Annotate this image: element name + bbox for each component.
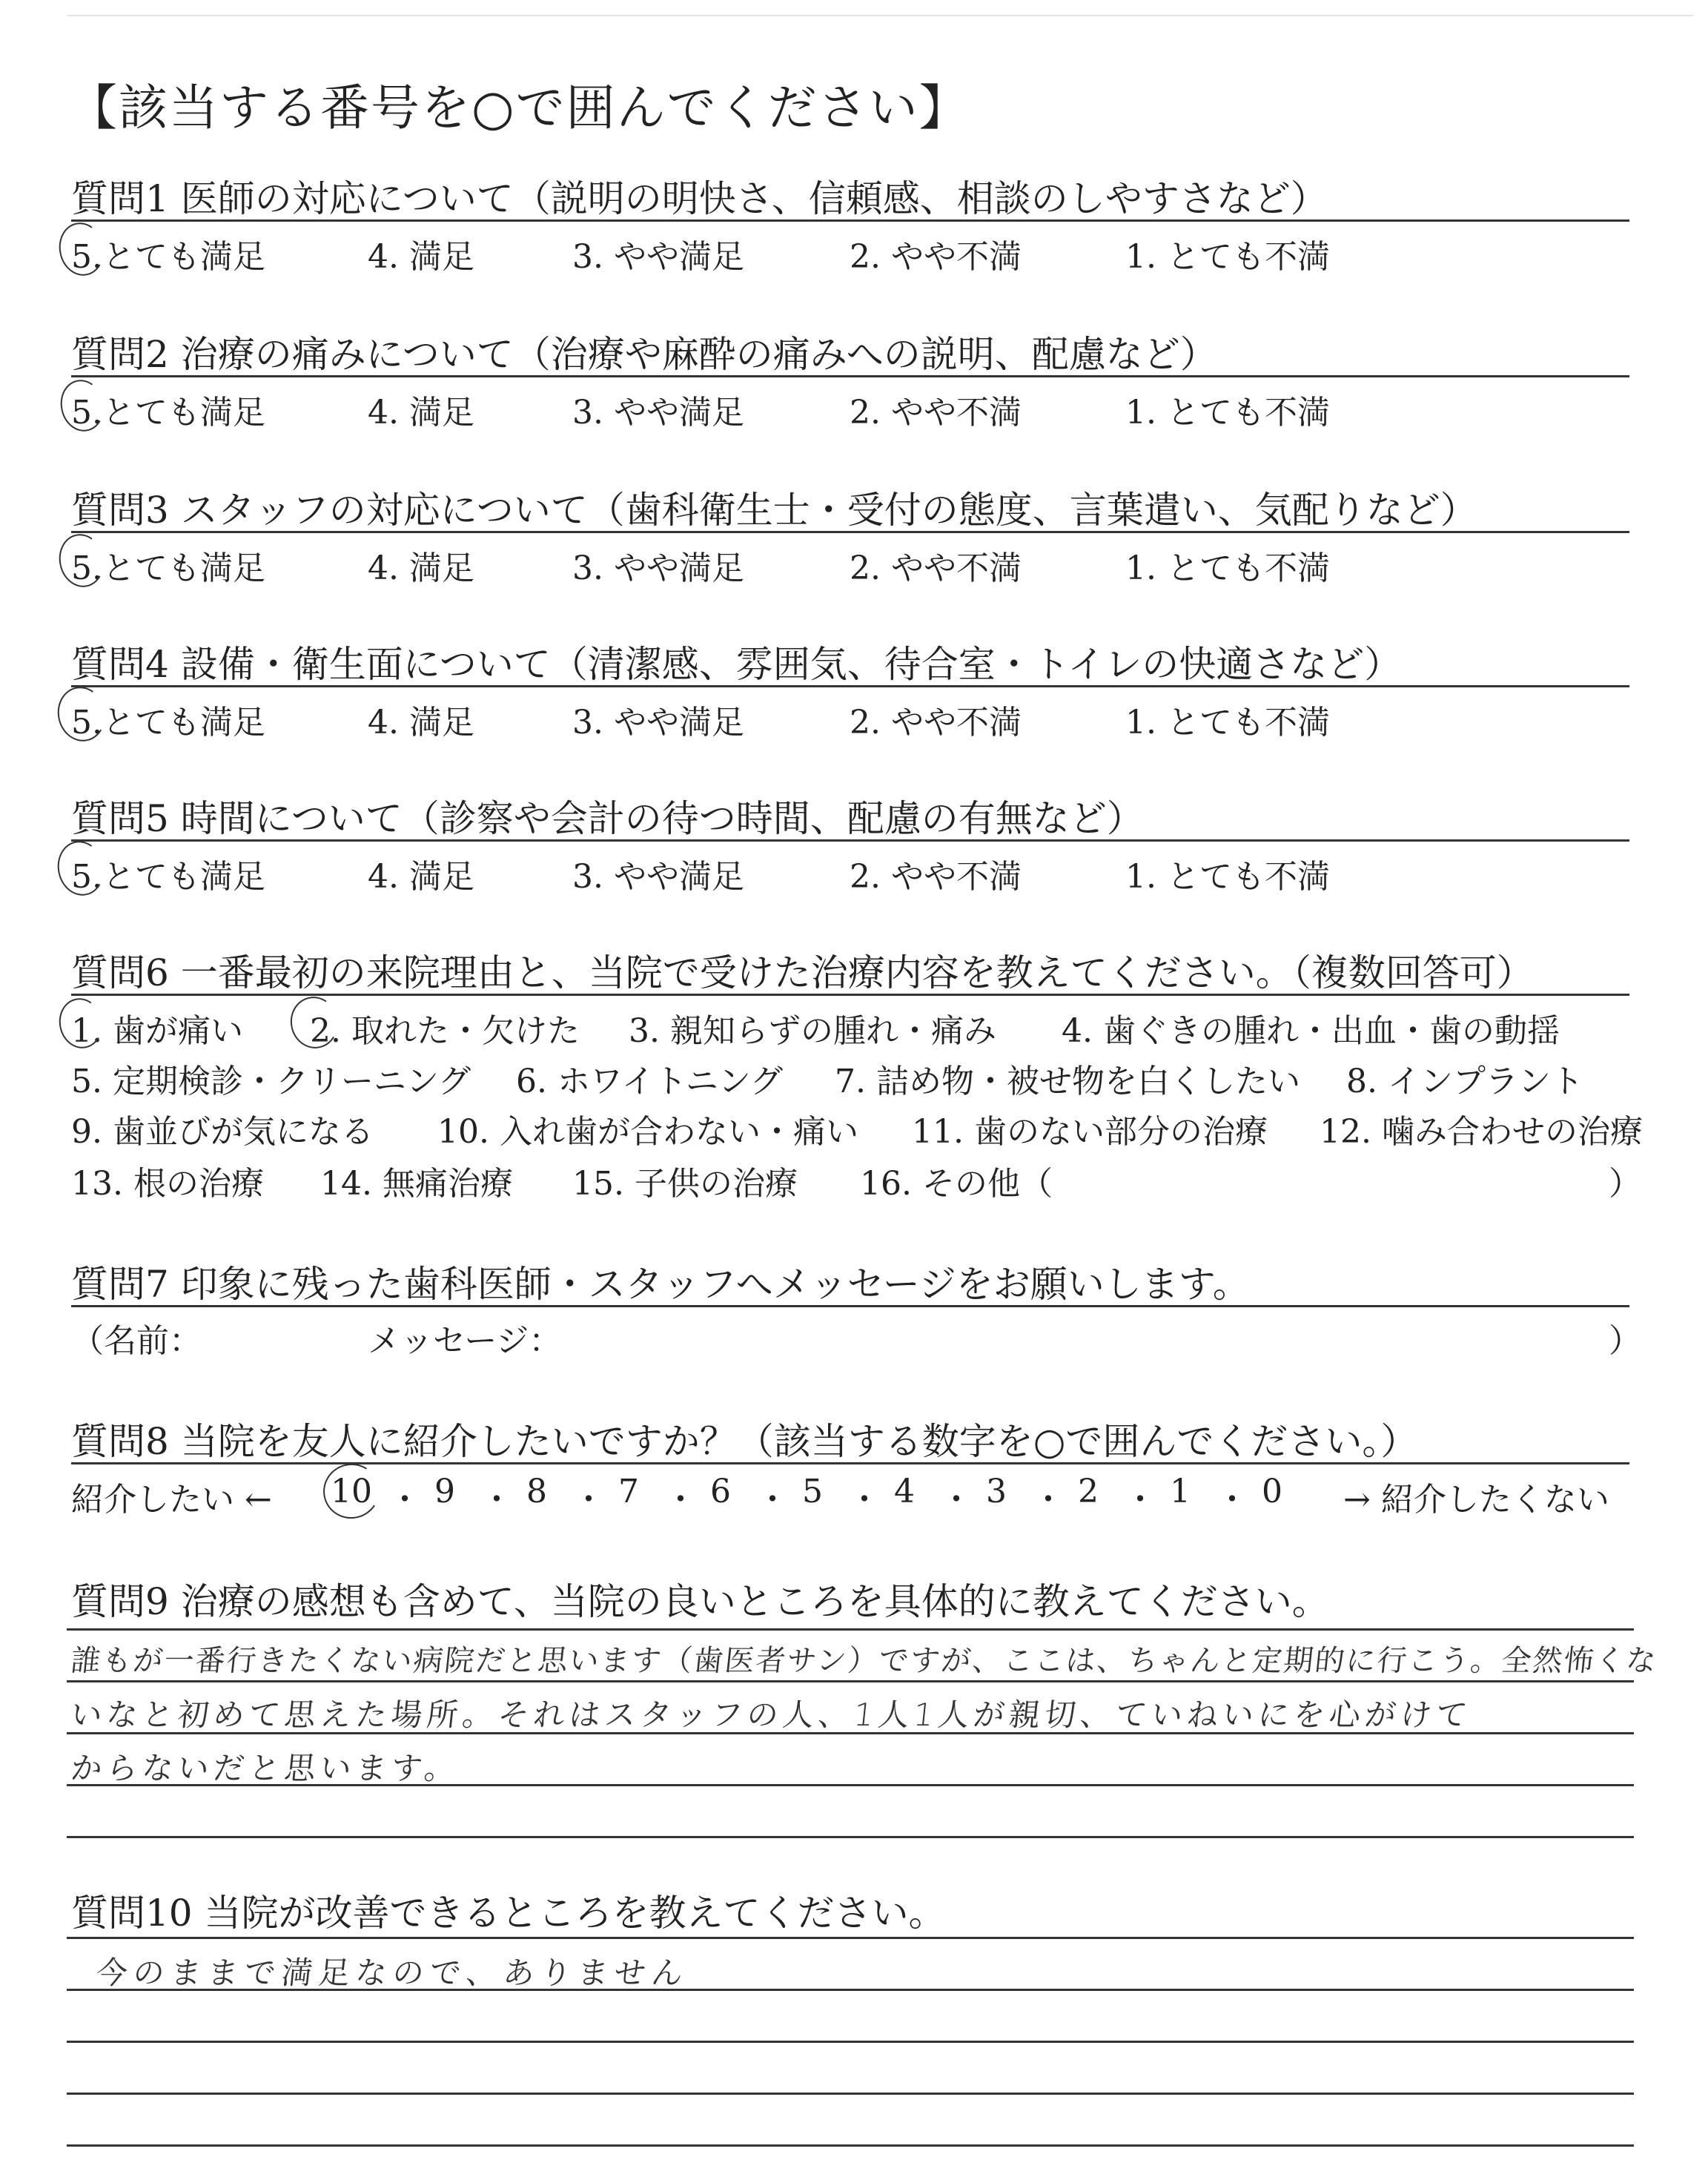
q2-option-4[interactable]: 4. 満足 — [368, 394, 474, 432]
q6-option-6[interactable]: 6. ホワイトニング — [516, 1063, 784, 1100]
q8-value-4[interactable]: 4 — [894, 1473, 915, 1510]
q10-writing-line — [67, 1989, 1634, 1991]
question-1-label: 質問1 医師の対応について（説明の明快さ、信頼感、相談のしやすさなど） — [71, 177, 1328, 220]
q2-option-5[interactable]: 5.とても満足 — [71, 394, 265, 432]
q5-option-2[interactable]: 2. やや不満 — [850, 858, 1022, 896]
q8-separator: ・ — [1216, 1481, 1248, 1519]
q1-option-5[interactable]: 5.とても満足 — [71, 238, 265, 276]
top-border — [67, 15, 1693, 16]
question-5-options — [71, 850, 1635, 894]
q3-option-4[interactable]: 4. 満足 — [368, 549, 474, 587]
q10-writing-line — [67, 2093, 1634, 2095]
q8-value-1[interactable]: 1 — [1170, 1473, 1191, 1510]
q1-option-2[interactable]: 2. やや不満 — [850, 238, 1022, 276]
q9-writing-line — [67, 1680, 1634, 1682]
question-7-label: 質問7 印象に残った歯科医師・スタッフへメッセージをお願いします。 — [71, 1263, 1250, 1306]
question-4-label: 質問4 設備・衛生面について（清潔感、雰囲気、待合室・トイレの快適さなど） — [71, 643, 1402, 686]
q8-value-3[interactable]: 3 — [986, 1473, 1007, 1510]
q6-option-12[interactable]: 12. 噛み合わせの治療 — [1320, 1113, 1643, 1151]
q4-option-5[interactable]: 5.とても満足 — [71, 704, 265, 742]
q8-separator: ・ — [940, 1481, 973, 1519]
q6-option-8[interactable]: 8. インプラント — [1346, 1063, 1583, 1100]
q6-option-16[interactable]: 16. その他（ — [860, 1165, 1053, 1203]
q2-option-1[interactable]: 1. とても不満 — [1125, 394, 1330, 432]
q5-option-5[interactable]: 5.とても満足 — [71, 858, 265, 896]
question-5-rule — [71, 839, 1629, 842]
q6-option-13[interactable]: 13. 根の治療 — [71, 1165, 264, 1203]
q7-fields — [71, 1314, 1641, 1360]
q9-answer-line-2[interactable]: いなと初めて思えた場所。それはスタッフの人、1人1人が親切、ていねいにを心がけて — [69, 1697, 1474, 1733]
q3-option-3[interactable]: 3. やや満足 — [572, 549, 744, 587]
q6-option-16-close: ） — [1609, 1165, 1641, 1203]
question-8-label: 質問8 当院を友人に紹介したいですか？（該当する数字を○で囲んでください。） — [71, 1420, 1418, 1463]
q3-option-5[interactable]: 5.とても満足 — [71, 549, 265, 587]
q5-option-1[interactable]: 1. とても不満 — [1125, 858, 1330, 896]
q9-writing-line — [67, 1732, 1634, 1734]
q8-value-2[interactable]: 2 — [1078, 1473, 1099, 1510]
q8-separator: ・ — [1032, 1481, 1065, 1519]
q7-close-paren: ） — [1609, 1322, 1641, 1360]
q4-option-3[interactable]: 3. やや満足 — [572, 704, 744, 742]
question-9-label: 質問9 治療の感想も含めて、当院の良いところを具体的に教えてください。 — [71, 1580, 1329, 1623]
q6-option-9[interactable]: 9. 歯並びが気になる — [71, 1113, 374, 1151]
q6-option-7[interactable]: 7. 詰め物・被せ物を白くしたい — [835, 1063, 1300, 1100]
question-2-options — [71, 386, 1635, 430]
q1-option-3[interactable]: 3. やや満足 — [572, 238, 744, 276]
q10-writing-line — [67, 1937, 1634, 1939]
q2-option-3[interactable]: 3. やや満足 — [572, 394, 744, 432]
q5-option-4[interactable]: 4. 満足 — [368, 858, 474, 896]
q1-option-4[interactable]: 4. 満足 — [368, 238, 474, 276]
q8-value-7[interactable]: 7 — [618, 1473, 639, 1510]
q6-option-11[interactable]: 11. 歯のない部分の治療 — [912, 1113, 1268, 1151]
q6-option-15[interactable]: 15. 子供の治療 — [572, 1165, 798, 1203]
question-6-rule — [71, 994, 1629, 996]
q8-scale — [71, 1473, 1635, 1517]
q2-option-2[interactable]: 2. やや不満 — [850, 394, 1022, 432]
q4-option-2[interactable]: 2. やや不満 — [850, 704, 1022, 742]
question-3-options — [71, 541, 1635, 586]
q6-option-14[interactable]: 14. 無痛治療 — [320, 1165, 513, 1203]
q6-options-row-3 — [71, 1105, 1643, 1151]
q6-option-5[interactable]: 5. 定期検診・クリーニング — [71, 1063, 471, 1100]
question-5-label: 質問5 時間について（診察や会計の待つ時間、配慮の有無など） — [71, 797, 1144, 840]
q8-value-9[interactable]: 9 — [434, 1473, 455, 1510]
q8-separator: ・ — [480, 1481, 513, 1519]
q6-option-10[interactable]: 10. 入れ歯が合わない・痛い — [437, 1113, 858, 1151]
page-title: 【該当する番号を○で囲んでください】 — [68, 79, 970, 136]
question-8-rule — [71, 1462, 1629, 1464]
q10-writing-line — [67, 2144, 1634, 2147]
q8-value-5[interactable]: 5 — [802, 1473, 823, 1510]
question-1-options — [71, 230, 1635, 274]
q4-option-1[interactable]: 1. とても不満 — [1125, 704, 1330, 742]
q3-option-2[interactable]: 2. やや不満 — [850, 549, 1022, 587]
q8-separator: ・ — [848, 1481, 881, 1519]
q8-separator: ・ — [1124, 1481, 1156, 1519]
question-7-rule — [71, 1305, 1629, 1307]
q3-option-1[interactable]: 1. とても不満 — [1125, 549, 1330, 587]
question-3-label: 質問3 スタッフの対応について（歯科衛生士・受付の態度、言葉遣い、気配りなど） — [71, 489, 1477, 532]
q8-value-6[interactable]: 6 — [710, 1473, 731, 1510]
question-4-options — [71, 696, 1635, 740]
q8-separator: ・ — [572, 1481, 605, 1519]
question-10-label: 質問10 当院が改善できるところを教えてください。 — [71, 1892, 946, 1935]
q7-message-label: メッセージ： — [368, 1322, 562, 1360]
q8-left-label: 紹介したい ← — [71, 1481, 272, 1519]
q6-option-4[interactable]: 4. 歯ぐきの腫れ・出血・歯の動揺 — [1062, 1012, 1560, 1050]
q8-separator: ・ — [756, 1481, 789, 1519]
question-2-label: 質問2 治療の痛みについて（治療や麻酔の痛みへの説明、配慮など） — [71, 333, 1217, 376]
q9-writing-line — [67, 1784, 1634, 1786]
question-6-label: 質問6 一番最初の来院理由と、当院で受けた治療内容を教えてください。（複数回答可） — [71, 951, 1534, 994]
q8-separator: ・ — [388, 1481, 421, 1519]
q6-options-row-2 — [71, 1054, 1635, 1099]
question-4-rule — [71, 685, 1629, 687]
q5-option-3[interactable]: 3. やや満足 — [572, 858, 744, 896]
q9-writing-line — [67, 1628, 1634, 1631]
q4-option-4[interactable]: 4. 満足 — [368, 704, 474, 742]
q8-value-0[interactable]: 0 — [1262, 1473, 1282, 1510]
q8-right-label: → 紹介したくない — [1343, 1481, 1609, 1519]
question-2-rule — [71, 375, 1629, 377]
q8-separator: ・ — [664, 1481, 697, 1519]
question-1-rule — [71, 219, 1629, 222]
q6-option-2[interactable]: 2. 取れた・欠けた — [310, 1012, 580, 1050]
q9-answer-line-3[interactable]: からないだと思います。 — [69, 1750, 462, 1786]
q6-option-1[interactable]: 1. 歯が痛い — [71, 1012, 243, 1050]
q9-answer-line-1[interactable]: 誰もが一番行きたくない病院だと思います（歯医者サン）ですが、ここは、ちゃんと定期的に行こう。全然怖くな — [69, 1644, 1660, 1678]
q1-option-1[interactable]: 1. とても不満 — [1125, 238, 1330, 276]
q6-option-3[interactable]: 3. 親知らずの腫れ・痛み — [629, 1012, 996, 1050]
q7-name-label: （名前： — [71, 1322, 202, 1360]
q8-value-8[interactable]: 8 — [526, 1473, 547, 1510]
q6-options-row-4 — [71, 1157, 1641, 1203]
q10-answer-line-1[interactable]: 今のままで満足なので、ありません — [94, 1955, 691, 1991]
q10-writing-line — [67, 2041, 1634, 2043]
q8-value-10[interactable]: 10 — [331, 1473, 372, 1510]
q9-writing-line — [67, 1836, 1634, 1838]
question-3-rule — [71, 531, 1629, 533]
